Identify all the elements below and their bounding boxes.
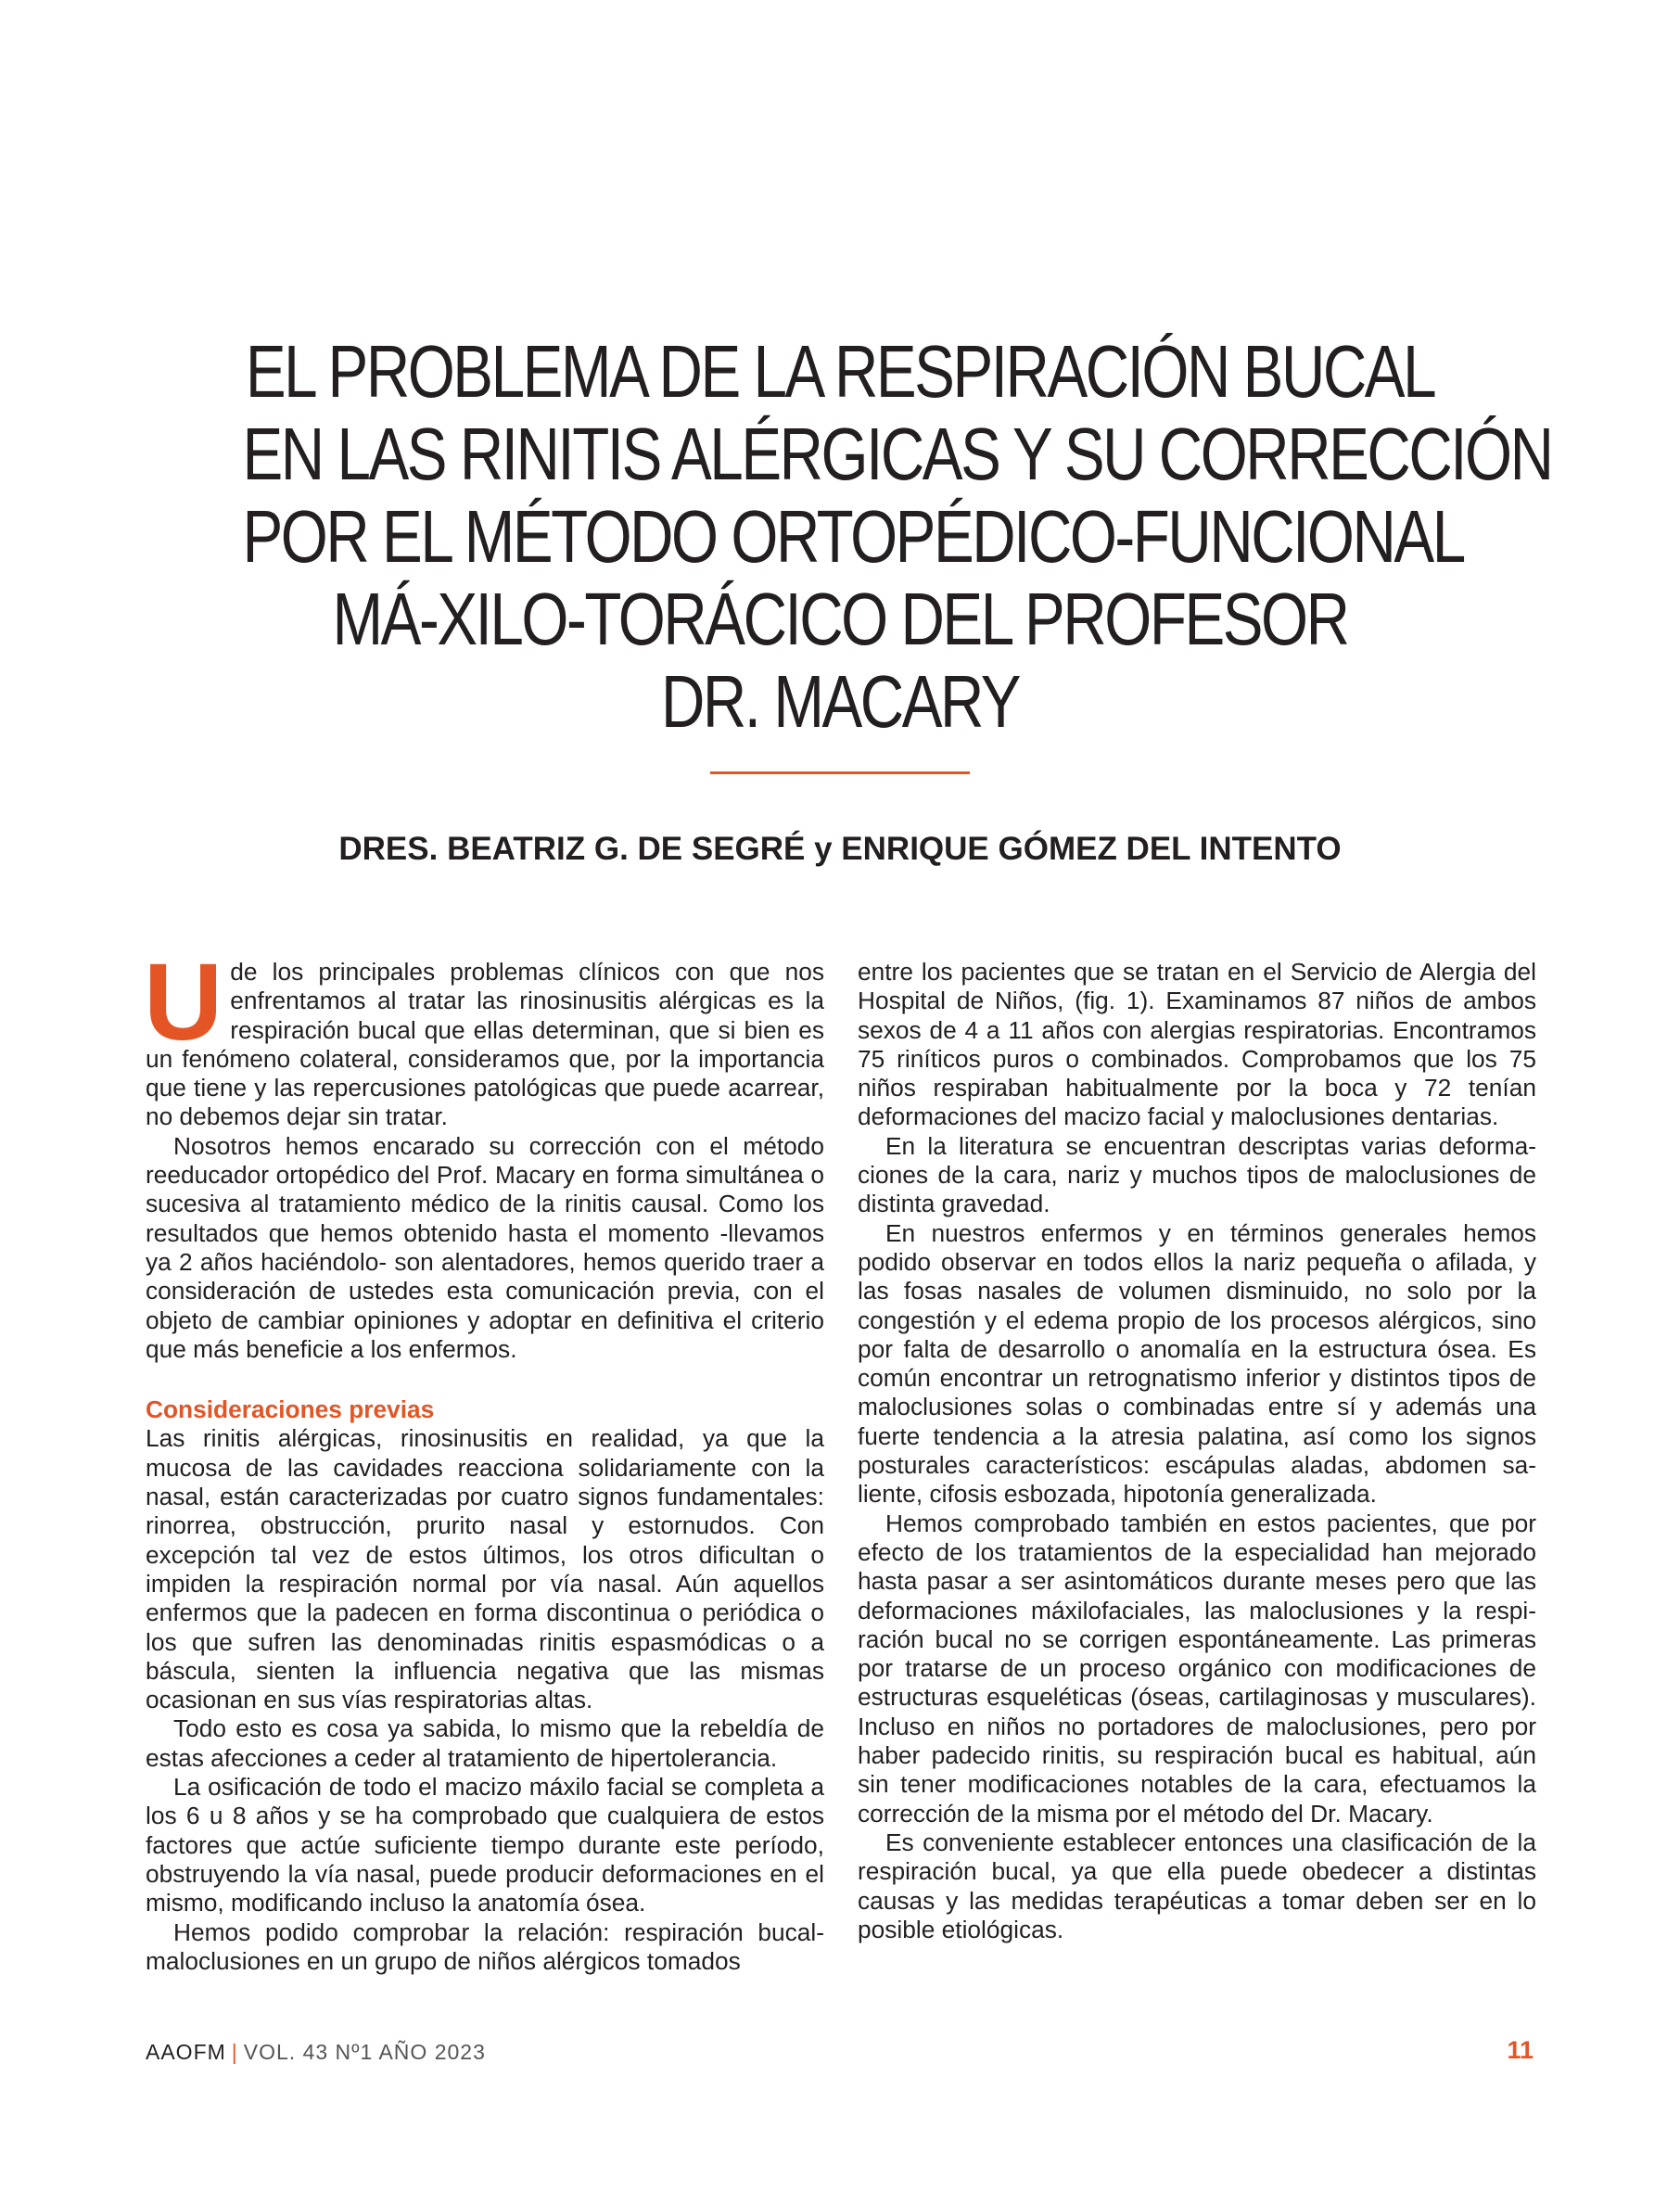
paragraph: Nosotros hemos encarado su corrección con el método reeducador ortopédico del Prof. Macary en forma simultánea o sucesiva al tratamiento médico de la rinitis causal. Como los resultados que hemos obtenido hasta el momento -llevamos ya 2 años haciéndolo- son alentadores, hemos querido traer a consideración de ustedes esta comunicación previa, con el objeto de cambiar opiniones y adoptar en definitiva el criterio que más beneficie a los enfermos. <box>146 1131 824 1363</box>
footer-separator: | <box>231 2040 238 2064</box>
body-column-right <box>858 958 1536 1944</box>
section-heading: Consideraciones previas <box>146 1395 435 1424</box>
running-footer <box>146 2040 486 2065</box>
paragraph: Hemos comprobado también en estos pacientes, que por efecto de los tratamientos de la especialidad han mejorado hasta pasar a ser asintomáticos durante meses pero que las deformaciones máxilofaciales, las maloclusiones y la respiración bucal no se corrigen espontáneamente. Las primeras por tratarse de un proceso orgánico con modificaciones de estructuras esqueléticas (óseas, cartilaginosas y musculares). Incluso en niños no portadores de maloclusiones, pero por haber padecido rinitis, su respiración bucal es habitual, aún sin tener modificaciones notables de la cara, efectuamos la corrección de la misma por el método del Dr. Macary. <box>858 1509 1536 1828</box>
paragraph: En nuestros enfermos y en términos generales hemos podido observar en todos ellos la nariz pequeña o afilada, y las fosas nasales de volumen disminuido, no solo por la congestión y el edema propio de los procesos alérgicos, sino por falta de desarrollo o anomalía en la estructura ósea. Es común encontrar un retrognatismo inferior y distintos tipos de maloclusiones solas o combinadas entre sí y además una fuerte tendencia a la atresia palatina, así como los signos posturales característicos: escápulas aladas, abdomen saliente, cifosis esbozada, hipotonía generalizada. <box>858 1218 1536 1509</box>
page-number: 11 <box>1507 2036 1534 2064</box>
article-authors: DRES. BEATRIZ G. DE SEGRÉ y ENRIQUE GÓMEZ DEL INTENTO <box>338 831 1342 867</box>
paragraph: entre los pacientes que se tratan en el Servicio de Alergia del Hospital de Niños, (fig. 1). Examinamos 87 niños de ambos sexos de 4 a 11 años con alergias respiratorias. Encontramos 75 riníticos puros o combinados. Comprobamos que los 75 niños respiraban habitualmente por la boca y 72 tenían deformaciones del macizo facial y maloclusiones dentarias. <box>858 958 1536 1131</box>
title-line-3: POR EL MÉTODO ORTOPÉDICO-FUNCIONAL <box>242 494 1464 578</box>
paragraph: La osificación de todo el macizo máxilo facial se completa a los 6 u 8 años y se ha comprobado que cualquiera de estos factores que actúe suficiente tiempo durante este período, obstruyendo la vía nasal, puede producir deformaciones en el mismo, modificando incluso la anatomía ósea. <box>146 1773 824 1917</box>
paragraph: Todo esto es cosa ya sabida, lo mismo que la rebeldía de estas afecciones a ceder al tratamiento de hipertolerancia. <box>146 1714 824 1772</box>
intro-paragraph <box>144 941 824 1132</box>
paragraph-text: de los principales problemas clínicos con que nos enfrentamos al tratar las rinosinusitis alérgicas es la respiración bucal que ellas determinan, que si bien es un fenómeno colateral, consideramos que, por la importancia que tiene y las repercusiones patológicas que puede acarrear, no debemos dejar sin tratar. <box>146 958 824 1131</box>
title-line-2: EN LAS RINITIS ALÉRGICAS Y SU CORRECCIÓN <box>242 412 1552 495</box>
title-divider <box>710 771 970 774</box>
issue-info: VOL. 43 Nº1 AÑO 2023 <box>243 2040 486 2064</box>
title-line-1: EL PROBLEMA DE LA RESPIRACIÓN BUCAL <box>245 329 1435 413</box>
title-line-5: DR. MACARY <box>660 659 1020 743</box>
paragraph: Es conveniente establecer entonces una clasificación de la respiración bucal, ya que ella puede obedecer a distintas causas y las medidas terapéuticas a tomar deben ser en lo posible etiológicas. <box>858 1828 1536 1943</box>
title-line-4: MÁ-XILO-TORÁCICO DEL PROFESOR <box>332 577 1348 660</box>
journal-name: AAOFM <box>146 2040 226 2064</box>
article-title <box>242 329 1552 743</box>
drop-cap: U <box>144 941 223 1064</box>
paragraph: En la literatura se encuentran descriptas varias deformaciones de la cara, nariz y muchos tipos de maloclusiones de distinta gravedad. <box>858 1131 1536 1218</box>
body-column-left <box>144 941 824 1976</box>
paragraph: Hemos podido comprobar la relación: respiración bucal-maloclusiones en un grupo de niños alérgicos tomados <box>146 1917 824 1975</box>
paragraph: Las rinitis alérgicas, rinosinusitis en realidad, ya que la mucosa de las cavidades reacciona solidariamente con la nasal, están caracterizadas por cuatro signos fundamentales: rinorrea, obstrucción, prurito nasal y estornudos. Con excepción tal vez de estos últimos, los otros dificultan o impiden la respiración normal por vía nasal. Aún aquellos enfermos que la padecen en forma discontinua o periódica o los que sufren las denominadas rinitis espasmódicas o a báscula, sienten la influencia negativa que las mismas ocasionan en sus vías respiratorias altas. <box>146 1424 824 1714</box>
